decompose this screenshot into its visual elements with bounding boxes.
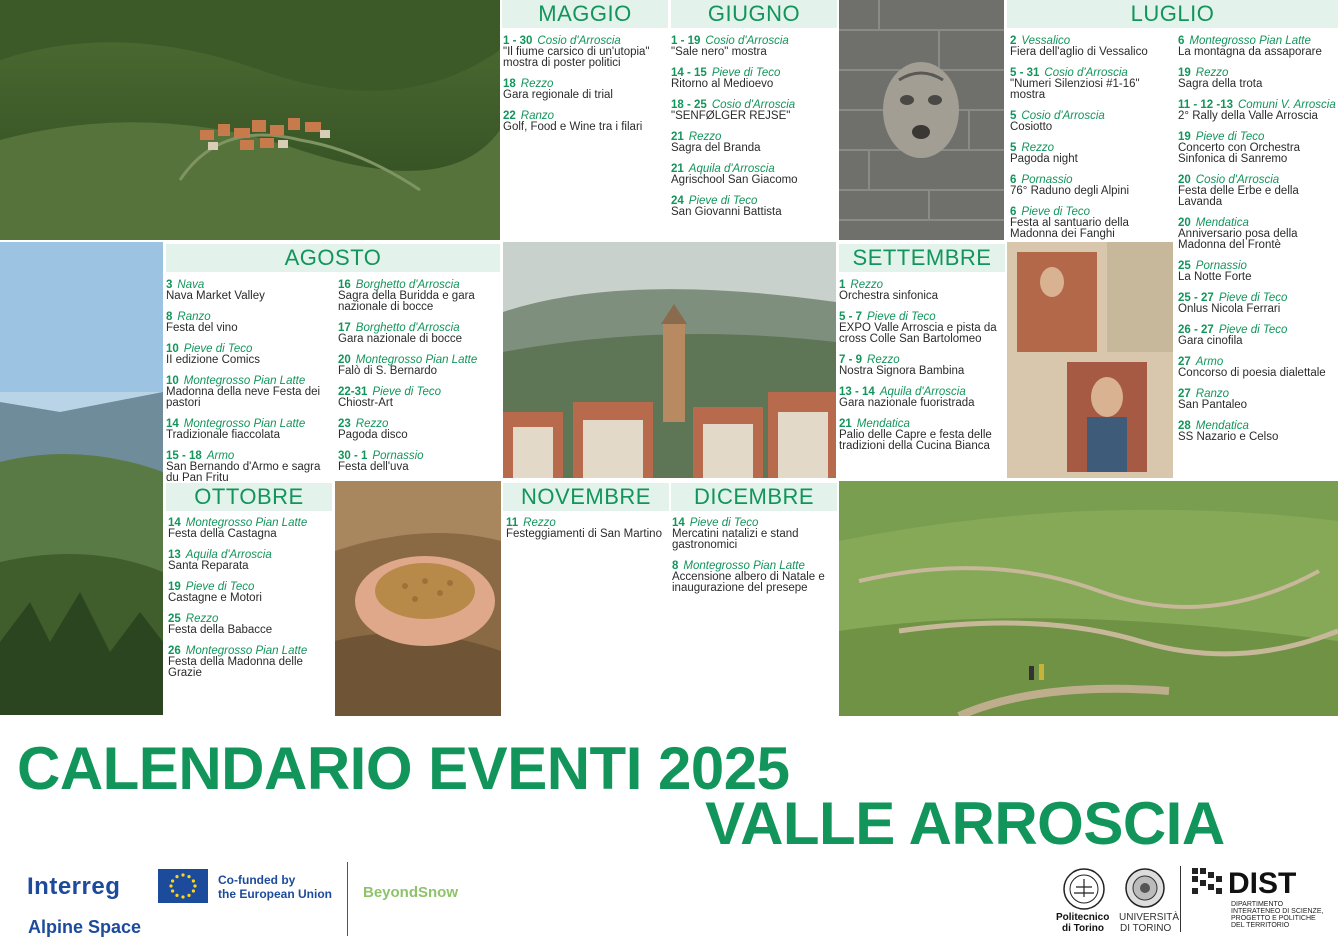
event-item [1010,111,1175,133]
month-header-dicembre: DICEMBRE [671,483,837,511]
dist-subtitle-3: PROGETTO E POLITICHE [1231,915,1316,922]
event-item [839,280,1003,302]
event-title: EXPO Valle Arroscia e pista da cross Colle San Bartolomeo [839,322,997,345]
event-date: 19 [168,581,181,593]
event-place: Pieve di Teco [688,195,758,207]
event-item [1178,389,1336,411]
stone-mask-fountain-photo [839,0,1004,240]
event-date: 17 [338,322,351,334]
event-title: "Sale nero" mostra [671,46,767,58]
event-title: II edizione Comics [166,354,260,366]
event-item [1010,175,1175,197]
event-date: 26 [168,645,181,657]
beyondsnow-logo: BeyondSnow [363,884,459,901]
event-item [1178,132,1336,165]
dist-subtitle-4: DEL TERRITORIO [1231,922,1290,929]
event-date: 25 - 27 [1178,292,1214,304]
event-title: Gara regionale di trial [503,89,613,101]
event-date: 27 [1178,356,1191,368]
bell-tower-village-photo [503,242,836,478]
event-title: Castagne e Motori [168,592,262,604]
event-date: 21 [839,418,852,430]
event-title: San Bernando d'Armo e sagra du Pan Fritu [166,461,321,484]
event-place: Pieve di Teco [689,517,759,529]
event-item [338,355,500,377]
eu-flag-icon [158,869,208,903]
dist-label: DIST [1228,867,1297,900]
page-title-line1: CALENDARIO EVENTI 2025 [17,735,790,802]
event-item [1010,143,1175,165]
event-list-luglio-col2 [1178,36,1336,453]
event-list-dicembre [672,518,836,604]
event-date: 14 [168,517,181,529]
alpine-space-label: Alpine Space [28,917,142,937]
event-date: 6 [1178,35,1185,47]
event-place: Montegrosso Pian Latte [183,375,306,387]
event-date: 22-31 [338,386,368,398]
event-list-luglio-col1 [1010,36,1175,250]
event-item [166,451,334,484]
event-item [168,518,334,540]
dist-subtitle-2: INTERATENEO DI SCIENZE, [1231,908,1324,915]
dist-logo-icon [1190,866,1226,898]
politecnico-seal-icon [1062,867,1106,911]
event-title: Fiera dell'aglio di Vessalico [1010,46,1148,58]
event-place: Borghetto d'Arroscia [355,279,460,291]
event-item [1178,421,1336,443]
event-place: Cosio d'Arroscia [537,35,621,47]
event-date: 24 [671,195,684,207]
unito-label-line2: DI TORINO [1120,923,1172,934]
grain-in-hands-photo [335,481,501,716]
event-place: Montegrosso Pian Latte [183,418,306,430]
event-item [839,387,1003,409]
event-date: 11 [506,517,519,529]
event-date: 22 [503,110,516,122]
event-date: 5 [1010,142,1017,154]
event-date: 18 [503,78,516,90]
event-item [1178,218,1336,251]
event-item [1178,293,1336,315]
event-item [839,355,1003,377]
event-place: Aquila d'Arroscia [879,386,966,398]
event-place: Comuni V. Arroscia [1237,99,1336,111]
footer-divider-2 [1180,866,1181,932]
event-title: Gara nazionale fuoristrada [839,397,975,409]
event-item [168,614,334,636]
event-item [166,419,334,441]
event-place: Cosio d'Arroscia [1021,110,1105,122]
event-item [671,36,835,58]
event-title: Pagoda night [1010,153,1078,165]
event-item [1178,261,1336,283]
event-title: La montagna da assaporare [1178,46,1322,58]
event-date: 5 - 31 [1010,67,1040,79]
event-place: Nava [177,279,205,291]
event-date: 8 [166,311,173,323]
month-header-maggio: MAGGIO [502,0,668,28]
event-date: 20 [1178,217,1191,229]
event-date: 21 [671,131,684,143]
event-item [1178,325,1336,347]
cofunded-label-line1: Co-funded by [218,873,296,887]
event-place: Pieve di Teco [1021,206,1091,218]
event-date: 21 [671,163,684,175]
event-place: Rezzo [688,131,722,143]
month-header-novembre: NOVEMBRE [503,483,669,511]
event-title: Accensione albero di Natale e inaugurazione del presepe [672,571,825,594]
valley-view-photo [0,242,163,715]
event-item [671,132,835,154]
event-title: Onlus Nicola Ferrari [1178,303,1281,315]
event-date: 8 [672,560,679,572]
event-title: Pagoda disco [338,429,408,441]
event-list-settembre [839,280,1003,462]
footer-divider [347,862,348,936]
event-title: 76° Raduno degli Alpini [1010,185,1130,197]
event-place: Pieve di Teco [1195,131,1265,143]
interreg-logo: Interreg [27,873,121,900]
month-header-settembre: SETTEMBRE [839,244,1005,272]
page-title-line2: VALLE ARROSCIA [705,790,1225,857]
event-item [1178,357,1336,379]
event-date: 19 [1178,131,1191,143]
event-place: Pieve di Teco [1218,324,1288,336]
event-title: Cosiotto [1010,121,1053,133]
event-date: 5 - 7 [839,311,863,323]
event-place: Pieve di Teco [711,67,781,79]
event-date: 19 [1178,67,1191,79]
event-item [338,387,500,409]
event-place: Rezzo [185,613,219,625]
event-place: Mendatica [1195,217,1249,229]
event-date: 14 [672,517,685,529]
event-place: Rezzo [520,78,554,90]
event-title: Anniversario posa della Madonna del Frontè [1178,228,1298,251]
event-list-giugno [671,36,835,228]
event-date: 5 [1010,110,1017,122]
event-item [506,518,666,540]
event-title: Golf, Food e Wine tra i filari [503,121,643,133]
event-place: Rezzo [867,354,900,366]
event-item [168,550,334,572]
event-title: La Notte Forte [1178,271,1252,283]
event-title: Festa al santuario della Madonna dei Fanghi [1010,217,1129,240]
cofunded-label-line2: the European Union [218,887,332,901]
event-item [1178,36,1336,58]
event-place: Pieve di Teco [867,311,936,323]
event-place: Pornassio [372,450,424,462]
event-title: Ritorno al Medioevo [671,78,774,90]
event-item [672,518,836,551]
event-date: 2 [1010,35,1017,47]
event-date: 25 [168,613,181,625]
event-item [839,312,1003,345]
event-place: Pieve di Teco [1218,292,1288,304]
event-item [1010,207,1175,240]
event-date: 20 [338,354,351,366]
event-title: "Numeri Silenziosi #1-16" mostra [1010,78,1140,101]
month-header-giugno: GIUGNO [671,0,837,28]
village-on-hillside-photo [0,0,500,240]
event-place: Ranzo [1195,388,1230,400]
event-title: Festa della Babacce [168,624,273,636]
event-title: Palio delle Capre e festa delle tradizioni della Cucina Bianca [839,429,992,452]
event-date: 6 [1010,174,1017,186]
event-title: "Il fiume carsico di un'utopia" mostra di poster politici [503,46,650,69]
event-title: Sagra del Branda [671,142,761,154]
event-title: 2° Rally della Valle Arroscia [1178,110,1318,122]
event-place: Rezzo [355,418,389,430]
event-title: Festa del vino [166,322,238,334]
event-title: Orchestra sinfonica [839,290,939,302]
event-place: Montegrosso Pian Latte [185,645,308,657]
event-title: Nostra Signora Bambina [839,365,965,377]
event-item [503,79,663,101]
event-date: 16 [338,279,351,291]
event-place: Ranzo [177,311,211,323]
event-date: 28 [1178,420,1191,432]
mountain-pasture-trail-photo [839,481,1338,716]
event-item [338,451,500,473]
event-title: Falò di S. Bernardo [338,365,438,377]
event-title: Festa dell'uva [338,461,409,473]
event-place: Rezzo [850,279,884,291]
event-date: 10 [166,343,179,355]
event-place: Pornassio [1021,174,1073,186]
event-date: 11 - 12 -13 [1178,99,1233,111]
event-place: Montegrosso Pian Latte [683,560,805,572]
event-place: Borghetto d'Arroscia [355,322,460,334]
event-place: Cosio d'Arroscia [705,35,789,47]
event-title: Gara cinofila [1178,335,1243,347]
event-date: 18 - 25 [671,99,707,111]
event-date: 1 [839,279,846,291]
event-place: Pieve di Teco [372,386,442,398]
event-item [168,582,334,604]
event-list-agosto-col2 [338,280,500,483]
event-place: Rezzo [1195,67,1229,79]
event-item [672,561,836,594]
event-title: Mercatini natalizi e stand gastronomici [672,528,799,551]
dist-subtitle-1: DIPARTIMENTO [1231,901,1284,908]
event-item [338,419,500,441]
event-place: Montegrosso Pian Latte [355,354,478,366]
event-place: Pieve di Teco [185,581,255,593]
event-title: Madonna della neve Festa dei pastori [166,386,321,409]
event-date: 14 - 15 [671,67,707,79]
event-place: Pieve di Teco [183,343,253,355]
unito-label-line1: UNIVERSITÀ [1119,912,1180,923]
politecnico-label-line1: Politecnico [1056,912,1110,923]
event-date: 25 [1178,260,1191,272]
month-header-luglio: LUGLIO [1007,0,1338,28]
event-title: Concerto con Orchestra Sinfonica di Sanremo [1178,142,1301,165]
event-place: Montegrosso Pian Latte [185,517,308,529]
event-item [166,312,334,334]
event-item [166,280,334,302]
event-list-maggio [503,36,663,143]
event-place: Aquila d'Arroscia [688,163,775,175]
event-item [338,280,500,313]
event-place: Vessalico [1021,35,1071,47]
event-list-novembre [506,518,666,550]
event-date: 27 [1178,388,1191,400]
event-title: Nava Market Valley [166,290,265,302]
event-place: Mendatica [856,418,910,430]
event-title: Concorso di poesia dialettale [1178,367,1326,379]
event-date: 10 [166,375,179,387]
event-title: Sagra della Buridda e gara nazionale di bocce [338,290,475,313]
event-date: 6 [1010,206,1017,218]
event-title: "SENFØLGER REJSE" [671,110,791,122]
religious-fresco-photo [1007,242,1173,478]
event-date: 13 [168,549,181,561]
event-item [166,344,334,366]
event-place: Mendatica [1195,420,1249,432]
event-date: 7 - 9 [839,354,863,366]
event-place: Armo [1195,356,1224,368]
month-header-ottobre: OTTOBRE [166,483,332,511]
event-item [166,376,334,409]
event-item [503,36,663,69]
event-item [671,164,835,186]
event-title: Tradizionale fiaccolata [166,429,280,441]
event-place: Rezzo [523,517,556,529]
event-item [1010,68,1175,101]
event-title: Chiostr-Art [338,397,393,409]
event-title: Gara nazionale di bocce [338,333,463,345]
event-date: 1 - 30 [503,35,533,47]
event-title: SS Nazario e Celso [1178,431,1279,443]
event-date: 14 [166,418,179,430]
event-title: San Pantaleo [1178,399,1248,411]
event-place: Armo [206,450,235,462]
event-place: Cosio d'Arroscia [1195,174,1280,186]
event-place: Ranzo [520,110,555,122]
event-date: 15 - 18 [166,450,202,462]
event-title: Sagra della trota [1178,78,1263,90]
event-date: 3 [166,279,173,291]
event-title: Festa della Castagna [168,528,277,540]
event-item [338,323,500,345]
event-item [1178,100,1336,122]
event-list-ottobre [168,518,334,689]
event-place: Aquila d'Arroscia [185,549,272,561]
event-item [1178,68,1336,90]
event-item [839,419,1003,452]
event-date: 26 - 27 [1178,324,1214,336]
event-place: Pornassio [1195,260,1247,272]
event-place: Cosio d'Arroscia [711,99,796,111]
event-place: Cosio d'Arroscia [1044,67,1128,79]
event-date: 1 - 19 [671,35,701,47]
event-item [503,111,663,133]
event-date: 13 - 14 [839,386,875,398]
event-title: Festa della Madonna delle Grazie [168,656,303,679]
event-item [1010,36,1175,58]
event-item [671,196,835,218]
event-date: 23 [338,418,351,430]
event-title: Santa Reparata [168,560,249,572]
event-item [1178,175,1336,208]
month-header-agosto: AGOSTO [166,244,500,272]
politecnico-label-line2: di Torino [1062,923,1105,934]
event-title: Festeggiamenti di San Martino [506,528,662,540]
unito-seal-icon [1124,867,1166,909]
event-date: 20 [1178,174,1191,186]
event-title: Agrischool San Giacomo [671,174,798,186]
event-item [671,68,835,90]
event-list-agosto-col1 [166,280,334,494]
event-place: Montegrosso Pian Latte [1189,35,1311,47]
event-item [168,646,334,679]
event-title: San Giovanni Battista [671,206,782,218]
event-place: Rezzo [1021,142,1055,154]
event-date: 30 - 1 [338,450,368,462]
event-item [671,100,835,122]
event-title: Festa delle Erbe e della Lavanda [1178,185,1299,208]
